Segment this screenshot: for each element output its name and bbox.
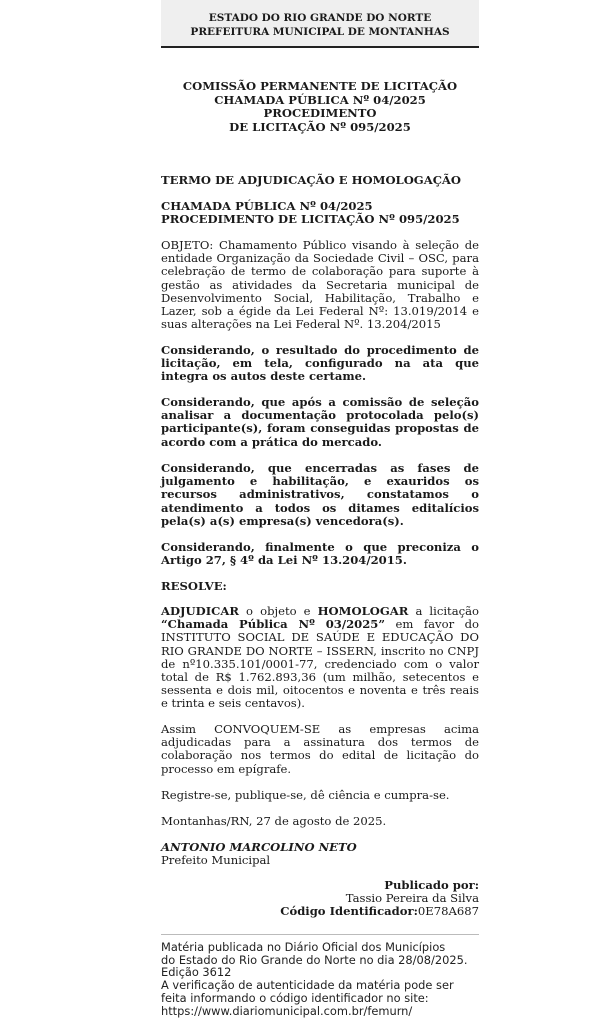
doc-heading: TERMO DE ADJUDICAÇÃO E HOMOLOGAÇÃO bbox=[161, 173, 462, 187]
decision-paragraph: ADJUDICAR o objeto e HOMOLOGAR a licitação “Chamada Pública Nº 03/2025” em favor do INSTITUTO SOCIAL DE SAÚDE E EDUCAÇÃO DO RIO GRANDE DO NORTE – ISSERN, inscrito no CNPJ de nº10.335.101/0001-77, credenciado com o valor total de R$ 1.762.893,36 (um milhão, setecentos e sessenta e dois mil, oitocentos e noventa e três reais e trinta e seis centavos). bbox=[161, 604, 479, 711]
homologar-term: HOMOLOGAR bbox=[317, 604, 409, 618]
verification-link[interactable]: https://www.diariomunicipal.com.br/femurn/ bbox=[161, 1003, 413, 1018]
footer-line-2: do Estado do Rio Grande do Norte no dia 28/08/2025. bbox=[161, 952, 468, 967]
resolve-label: RESOLVE: bbox=[161, 579, 227, 593]
title-line-1: COMISSÃO PERMANENTE DE LICITAÇÃO bbox=[182, 79, 458, 93]
convoquem-paragraph: Assim CONVOQUEM-SE as empresas acima adjudicadas para a assinatura dos termos de colaboração nos termos do edital de licitação do processo em epígrafe. bbox=[161, 722, 479, 776]
considerando-2: Considerando, que após a comissão de seleção analisar a documentação protocolada pelo(s) participante(s), foram conseguidas propostas de acordo com a prática do mercado. bbox=[161, 395, 479, 449]
signature-block bbox=[161, 841, 479, 867]
publisher-name: Tassio Pereira da Silva bbox=[345, 891, 479, 906]
state-name: ESTADO DO RIO GRANDE DO NORTE bbox=[208, 12, 432, 24]
considerando-4: Considerando, finalmente o que preconiza o Artigo 27, § 4º da Lei Nº 13.204/2015. bbox=[161, 540, 479, 568]
reference-block bbox=[161, 200, 479, 226]
footer-line-4: A verificação de autenticidade da matéria pode ser bbox=[161, 978, 454, 993]
identifier-line: Código Identificador:0E78A687 bbox=[280, 904, 479, 919]
footer-edition: Edição 3612 bbox=[161, 965, 232, 980]
document-header bbox=[161, 0, 479, 48]
title-line-3: DE LICITAÇÃO Nº 095/2025 bbox=[229, 119, 411, 134]
title-line-2: CHAMADA PÚBLICA Nº 04/2025 PROCEDIMENTO bbox=[214, 92, 426, 120]
registre-line: Registre-se, publique-se, dê ciência e cumpra-se. bbox=[161, 788, 450, 802]
publication-info bbox=[161, 879, 479, 919]
ref-line-2: PROCEDIMENTO DE LICITAÇÃO Nº 095/2025 bbox=[161, 212, 460, 227]
adjudicar-term: ADJUDICAR bbox=[161, 604, 239, 618]
signatory-role: Prefeito Municipal bbox=[161, 853, 271, 868]
place-date: Montanhas/RN, 27 de agosto de 2025. bbox=[161, 814, 387, 828]
chamada-ref: “Chamada Pública Nº 03/2025” bbox=[161, 617, 386, 632]
footer-line-5: feita informando o código identificador no site: bbox=[161, 990, 429, 1005]
footer-note bbox=[161, 934, 479, 1017]
objeto-paragraph: OBJETO: Chamamento Público visando à seleção de entidade Organização da Sociedade Civil – OSC, para celebração de termo de colaboração para suporte à gestão as atividades da Secretaria municipal de Desenvolvimento Social, Habilitação, Trabalho e Lazer, sob a égide da Lei Federal Nº: 13.019/2014 e suas alterações na Lei Federal Nº. 13.204/2015 bbox=[161, 238, 479, 332]
considerando-3: Considerando, que encerradas as fases de julgamento e habilitação, e exauridos os recursos administrativos, constatamos o atendimento a todos os ditames editalícios pela(s) a(s) empresa(s) vencedora(s). bbox=[161, 461, 479, 528]
considerando-1: Considerando, o resultado do procedimento de licitação, em tela, configurado na ata que integra os autos deste certame. bbox=[161, 343, 479, 384]
footer-line-1: Matéria publicada no Diário Oficial dos Municípios bbox=[161, 940, 446, 954]
municipality-name: PREFEITURA MUNICIPAL DE MONTANHAS bbox=[190, 26, 450, 38]
identifier-code: 0E78A687 bbox=[417, 904, 479, 919]
document-title bbox=[161, 80, 479, 134]
signatory-name: ANTONIO MARCOLINO NETO bbox=[161, 840, 357, 854]
ref-line-1: CHAMADA PÚBLICA Nº 04/2025 bbox=[161, 199, 373, 213]
published-by-label: Publicado por: bbox=[384, 878, 479, 892]
